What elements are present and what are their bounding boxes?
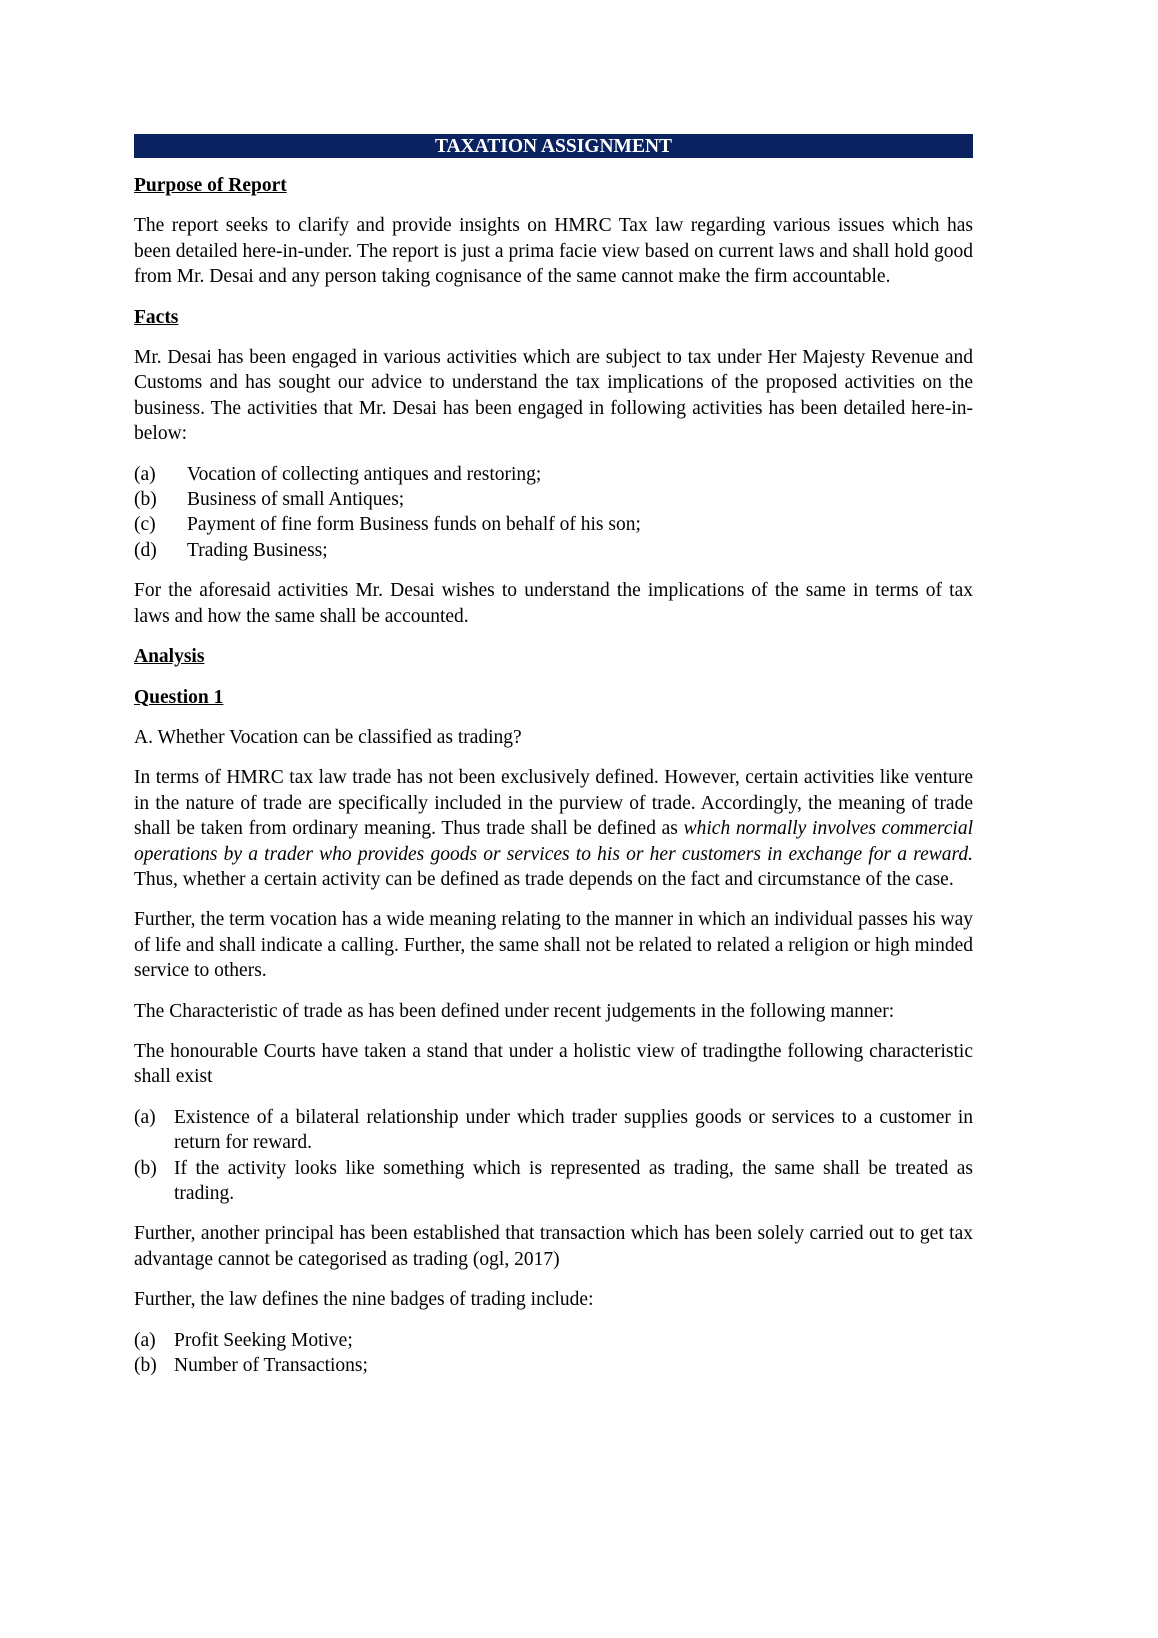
list-marker: (b) bbox=[134, 1157, 157, 1179]
list-text: Trading Business; bbox=[187, 539, 328, 561]
document-page bbox=[134, 134, 973, 1393]
question-text: A. Whether Vocation can be classified as trading? bbox=[134, 726, 522, 748]
badges-list bbox=[134, 1328, 973, 1379]
paragraph-text: In terms of HMRC tax law trade has not been exclusively defined. However, certain activities like venture in the nature of trade are specifically included in the purview of trade. Accordingly, the meaning of trade shall be taken from ordinary meaning. Thus trade shall be defined as bbox=[134, 767, 973, 840]
list-item bbox=[134, 1156, 973, 1207]
list-item bbox=[134, 538, 973, 563]
list-text: Profit Seeking Motive; bbox=[174, 1329, 353, 1351]
list-marker: (a) bbox=[134, 1329, 156, 1351]
italic-definition: which normally involves commercial operations by a trader who provides goods or services to his or her customers in exchange for a reward. bbox=[134, 818, 973, 865]
list-marker: (c) bbox=[134, 514, 156, 536]
list-text: Vocation of collecting antiques and restoring; bbox=[187, 463, 542, 485]
list-item bbox=[134, 1353, 973, 1378]
document-title: TAXATION ASSIGNMENT bbox=[134, 134, 973, 158]
analysis-heading: Analysis bbox=[134, 646, 205, 668]
trade-definition-paragraph bbox=[134, 765, 973, 892]
badges-intro-paragraph: Further, the law defines the nine badges of trading include: bbox=[134, 1289, 594, 1311]
purpose-paragraph: The report seeks to clarify and provide insights on HMRC Tax law regarding various issues which has been detailed here-in-under. The report is just a prima facie view based on current laws and shall hold good from Mr. Desai and any person taking cognisance of the same cannot make the firm accountable. bbox=[134, 215, 973, 288]
list-item bbox=[134, 487, 973, 512]
purpose-heading: Purpose of Report bbox=[134, 175, 287, 196]
facts-closing-paragraph: For the aforesaid activities Mr. Desai wishes to understand the implications of the same in terms of tax laws and how the same shall be accounted. bbox=[134, 580, 973, 627]
list-marker: (d) bbox=[134, 539, 157, 561]
list-marker: (b) bbox=[134, 489, 157, 511]
list-item bbox=[134, 462, 973, 487]
characteristics-list bbox=[134, 1105, 973, 1207]
list-marker: (a) bbox=[134, 1106, 156, 1128]
list-text: If the activity looks like something which is represented as trading, the same shall be treated as trading. bbox=[174, 1157, 973, 1204]
list-marker: (b) bbox=[134, 1355, 157, 1377]
list-item bbox=[134, 1105, 973, 1156]
principal-paragraph: Further, another principal has been established that transaction which has been solely carried out to get tax advantage cannot be categorised as trading (ogl, 2017) bbox=[134, 1223, 973, 1270]
facts-heading: Facts bbox=[134, 306, 179, 328]
list-text: Number of Transactions; bbox=[174, 1355, 368, 1377]
question-heading: Question 1 bbox=[134, 686, 224, 708]
vocation-paragraph: Further, the term vocation has a wide meaning relating to the manner in which an individual passes his way of life and shall indicate a calling. Further, the same shall not be related to related a religion or high minded service to others. bbox=[134, 909, 973, 982]
activities-list bbox=[134, 462, 973, 564]
paragraph-text: Thus, whether a certain activity can be defined as trade depends on the fact and circumstance of the case. bbox=[134, 868, 954, 890]
list-text: Business of small Antiques; bbox=[187, 489, 405, 511]
list-text: Existence of a bilateral relationship under which trader supplies goods or services to a customer in return for reward. bbox=[174, 1106, 973, 1154]
courts-paragraph: The honourable Courts have taken a stand that under a holistic view of tradingthe following characteristic shall exist bbox=[134, 1040, 973, 1088]
list-text: Payment of fine form Business funds on behalf of his son; bbox=[187, 514, 641, 536]
list-marker: (a) bbox=[134, 463, 156, 485]
list-item bbox=[134, 1328, 973, 1353]
facts-paragraph: Mr. Desai has been engaged in various activities which are subject to tax under Her Majesty Revenue and Customs and has sought our advice to understand the tax implications of the proposed activities on the business. The activities that Mr. Desai has been engaged in following activities has been detailed here-in-below: bbox=[134, 347, 973, 445]
list-item bbox=[134, 512, 973, 537]
characteristic-paragraph: The Characteristic of trade as has been defined under recent judgements in the following manner: bbox=[134, 1000, 895, 1022]
